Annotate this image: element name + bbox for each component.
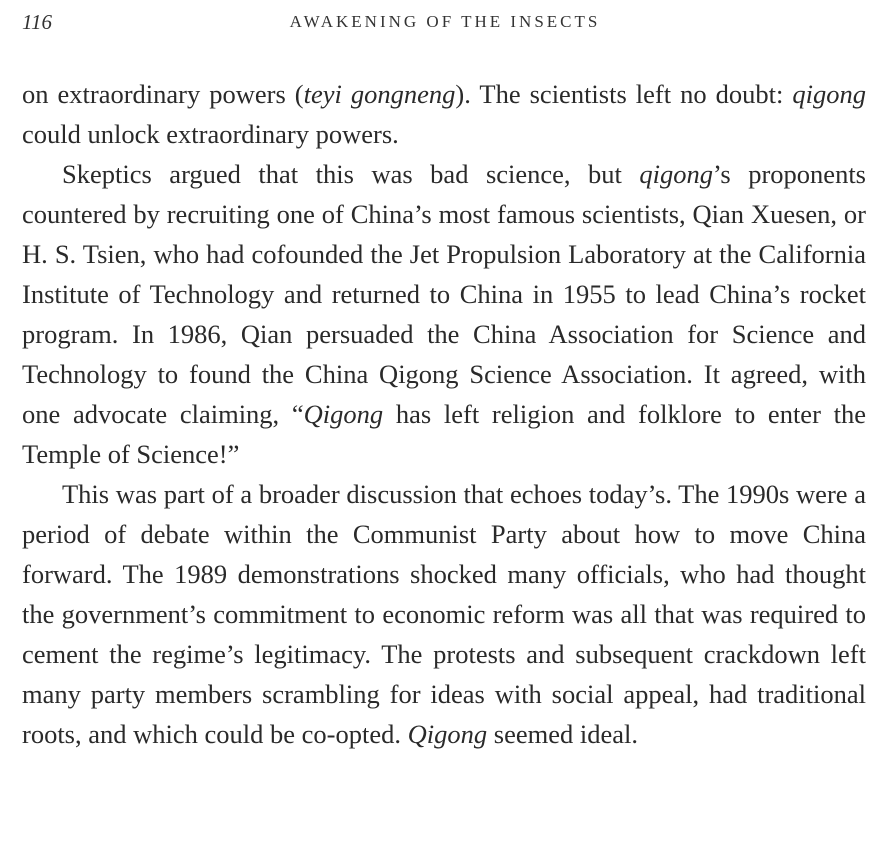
italic-term: qigong [639, 159, 714, 189]
paragraph-1: on extraordinary powers (teyi gongneng). The scientists left no doubt: qigong could unlock extraordinary powers. [22, 79, 866, 149]
paragraph-3: This was part of a broader discussion that echoes today’s. The 1990s were a period of debate within the Communist Party about how to move China forward. The 1989 demonstrations shocked many officials, who had thought the government’s commitment to economic reform was all that was required to cement the regime’s legitimacy. The protests and subsequent crackdown left many party members scrambling for ideas with social appeal, had traditional roots, and which could be co-opted. Qigong seemed ideal. [22, 479, 866, 749]
italic-term: qigong [792, 79, 866, 109]
paragraph-2: Skeptics argued that this was bad science, but qigong’s proponents countered by recruiting one of China’s most famous scientists, Qian Xuesen, or H. S. Tsien, who had cofounded the Jet Propulsion Laboratory at the California Institute of Technology and returned to China in 1955 to lead China’s rocket program. In 1986, Qian persuaded the China Association for Science and Technology to found the China Qigong Science Association. It agreed, with one advocate claiming, “Qigong has left religion and folklore to enter the Temple of Science!” [22, 159, 866, 469]
running-head [22, 10, 868, 40]
page-number: 116 [22, 10, 52, 34]
italic-term: Qigong [303, 399, 384, 429]
body-text [22, 74, 866, 754]
italic-term: Qigong [407, 719, 488, 749]
running-title: AWAKENING OF THE INSECTS [289, 12, 601, 31]
italic-term: teyi gongneng [303, 79, 456, 109]
